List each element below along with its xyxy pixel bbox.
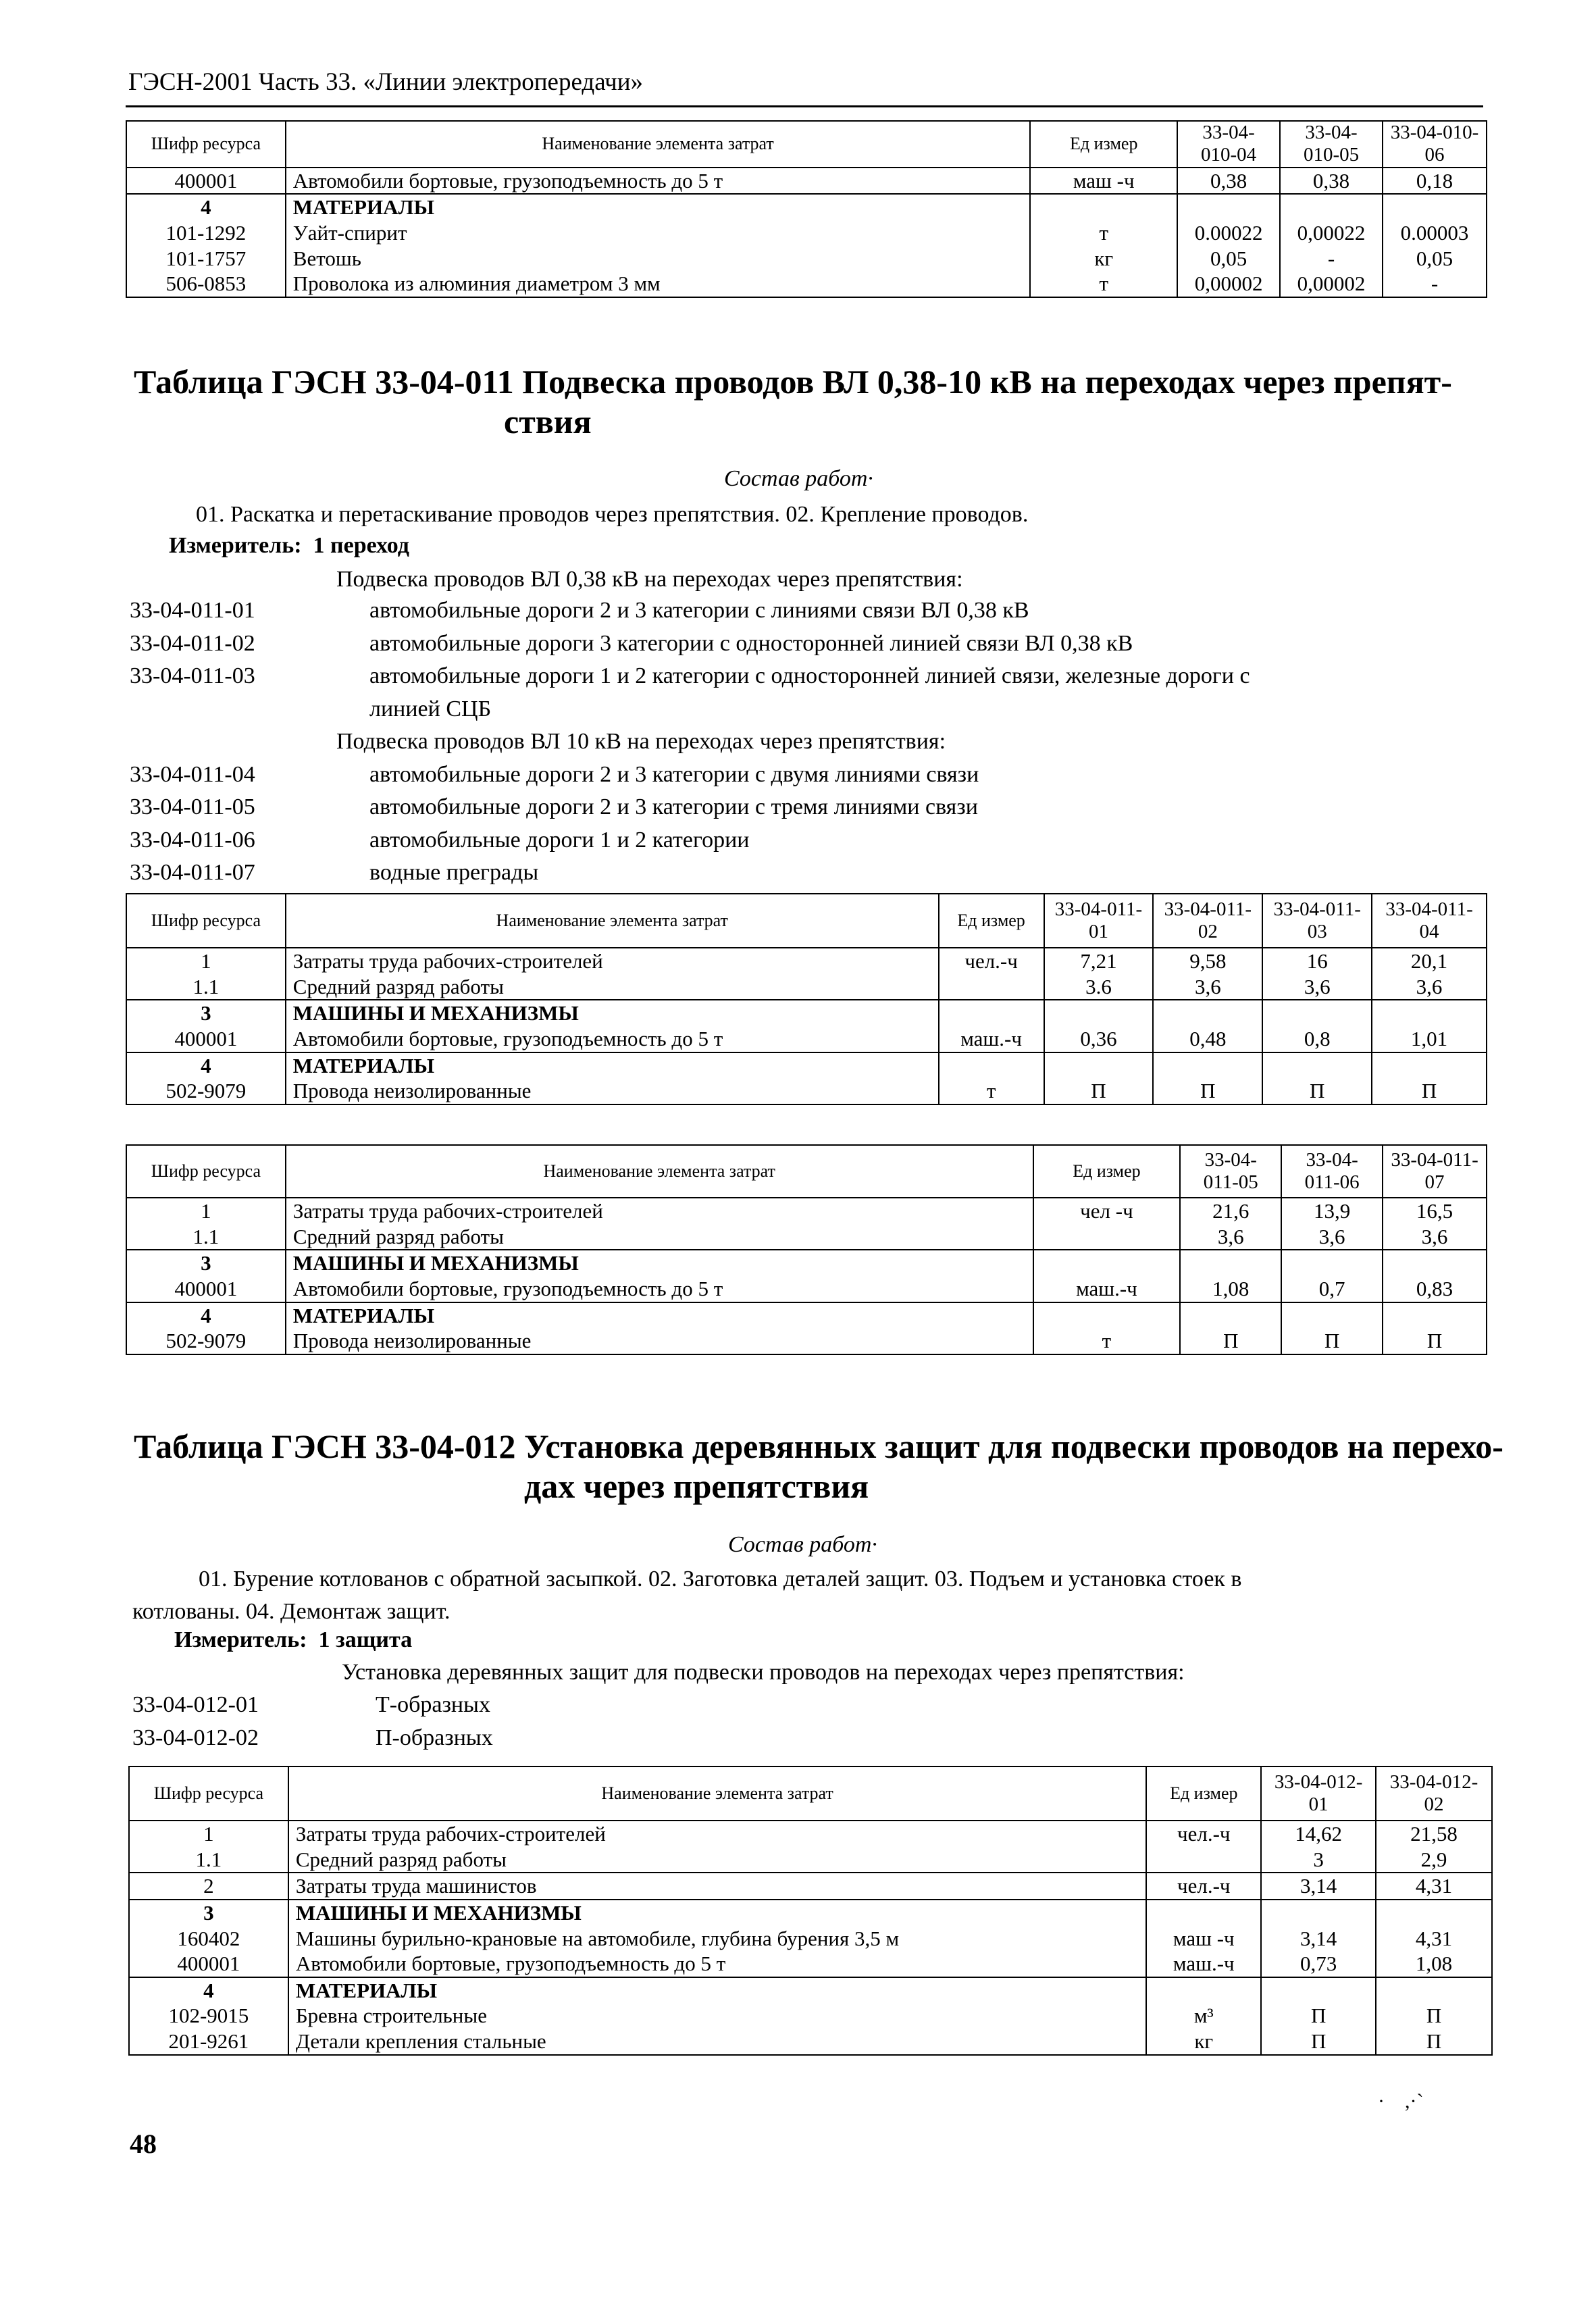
header-rule	[126, 105, 1483, 107]
table-cell: 0,48	[1153, 1026, 1262, 1052]
table-cell: 3,6	[1153, 974, 1262, 1000]
table-cell	[1153, 1052, 1262, 1079]
table-cell: МАТЕРИАЛЫ	[286, 1302, 1033, 1329]
table-cell	[1383, 1302, 1487, 1329]
col-header: Ед измер	[939, 894, 1044, 948]
table-cell: 0,00002	[1280, 271, 1383, 297]
table-row	[129, 1847, 1492, 1873]
section-title: Таблица ГЭСН 33-04-011 Подвеска проводов ВЛ 0,38-10 кВ на переходах через препят- ствия	[134, 363, 1452, 440]
col-header: 33-04-011-01	[1044, 894, 1154, 948]
col-header: 33-04-011-03	[1262, 894, 1372, 948]
table-cell: -	[1383, 271, 1487, 297]
table-cell: Уайт-спирит	[286, 220, 1031, 246]
table-cell	[1281, 1302, 1383, 1329]
table-cell: чел.-ч	[939, 948, 1044, 974]
table-cell: 0,38	[1280, 168, 1383, 195]
table-cell: МАТЕРИАЛЫ	[288, 1977, 1147, 2004]
table-row	[129, 1873, 1492, 1900]
table-row	[126, 168, 1487, 195]
table-cell: т	[1033, 1328, 1181, 1354]
col-header: 33-04-011-06	[1281, 1145, 1383, 1198]
col-header: Шифр ресурса	[126, 1145, 286, 1198]
table-cell: 400001	[126, 1026, 286, 1052]
col-header: 33-04-012-02	[1376, 1766, 1492, 1821]
table-cell	[1180, 1250, 1281, 1276]
running-header: ГЭСН-2001 Часть 33. «Линии электропередачи»	[128, 68, 644, 96]
table-cell: Затраты труда рабочих-строителей	[286, 948, 939, 974]
composition-text: 01. Бурение котлованов с обратной засыпкой. 02. Заготовка деталей защит. 03. Подъем и установка стоек в котлованы. 04. Демонтаж защит.	[132, 1567, 1242, 1624]
group-heading: Подвеска проводов ВЛ 0,38 кВ на переходах через препятствия:	[336, 567, 963, 592]
table-cell: 506-0853	[126, 271, 286, 297]
list-item: 33-04-011-06 автомобильные дороги 1 и 2 категории	[130, 827, 750, 853]
table-cell: П	[1383, 1328, 1487, 1354]
table-cell	[1383, 194, 1487, 220]
col-header: 33-04-011-07	[1383, 1145, 1487, 1198]
table-cell: Машины бурильно-крановые на автомобиле, глубина бурения 3,5 м	[288, 1926, 1147, 1952]
table-row	[126, 1198, 1487, 1224]
table-cell	[939, 1000, 1044, 1026]
table-cell: 13,9	[1281, 1198, 1383, 1224]
table-cell	[1033, 1250, 1181, 1276]
table-cell	[1261, 1977, 1376, 2004]
table-cell: 1,08	[1376, 1951, 1492, 1977]
table-cell: 3.6	[1044, 974, 1154, 1000]
table-cell: 1,01	[1372, 1026, 1487, 1052]
table-cell: 3,6	[1262, 974, 1372, 1000]
table-cell: 0.00003	[1383, 220, 1487, 246]
table-cell: 1	[126, 1198, 286, 1224]
table-cell: Проволока из алюминия диаметром 3 мм	[286, 271, 1031, 297]
col-header: 33-04-010-05	[1280, 121, 1383, 168]
item-list	[130, 594, 1501, 890]
table-cell: кг	[1146, 2029, 1261, 2055]
composition-text: 01. Раскатка и перетаскивание проводов через препятствия. 02. Крепление проводов.	[196, 502, 1029, 527]
table-cell	[1146, 1977, 1261, 2004]
table-row	[126, 1224, 1487, 1250]
table-cell: Затраты труда машинистов	[288, 1873, 1147, 1900]
table-cell	[1372, 1000, 1487, 1026]
list-item: 33-04-011-03 автомобильные дороги 1 и 2 категории с односторонней линией связи, железные дороги с	[130, 663, 1250, 688]
table-cell: Затраты труда рабочих-строителей	[286, 1198, 1033, 1224]
table-cell: 0,05	[1177, 246, 1280, 272]
table-cell: 0,05	[1383, 246, 1487, 272]
table-cell: т	[939, 1078, 1044, 1104]
table-cell: Средний разряд работы	[286, 1224, 1033, 1250]
table-row	[126, 1250, 1487, 1276]
table-cell: Затраты труда рабочих-строителей	[288, 1821, 1147, 1847]
table-cell: 20,1	[1372, 948, 1487, 974]
table-cell: П	[1262, 1078, 1372, 1104]
table-cell: Средний разряд работы	[286, 974, 939, 1000]
table-cell: 3	[126, 1000, 286, 1026]
table-cell: 0,18	[1383, 168, 1487, 195]
table-cell: 1	[129, 1821, 288, 1847]
table-cell: 16	[1262, 948, 1372, 974]
table-cell: 0,38	[1177, 168, 1280, 195]
col-header: Наименование элемента затрат	[288, 1766, 1147, 1821]
scan-specks: · ,·`	[1378, 2090, 1424, 2112]
col-header: Ед измер	[1030, 121, 1177, 168]
table-cell: МАТЕРИАЛЫ	[286, 194, 1031, 220]
table-row	[129, 2029, 1492, 2055]
col-header: Наименование элемента затрат	[286, 121, 1031, 168]
table-cell: 21,58	[1376, 1821, 1492, 1847]
table-33-04-010	[126, 120, 1487, 298]
table-cell: П	[1180, 1328, 1281, 1354]
table-cell: 0,00022	[1280, 220, 1383, 246]
col-header: 33-04-011-02	[1153, 894, 1262, 948]
table-cell: 3,6	[1372, 974, 1487, 1000]
page-number: 48	[130, 2129, 157, 2159]
table-row	[129, 1900, 1492, 1926]
group-heading: Установка деревянных защит для подвески проводов на переходах через препятствия:	[342, 1660, 1185, 1685]
list-item: 33-04-012-01 Т-образных	[132, 1692, 490, 1717]
table-cell: 4	[126, 1052, 286, 1079]
table-cell: П	[1153, 1078, 1262, 1104]
table-cell: 0.00022	[1177, 220, 1280, 246]
table-cell	[1383, 1250, 1487, 1276]
table-cell: Ветошь	[286, 246, 1031, 272]
table-cell: П	[1044, 1078, 1154, 1104]
col-header: Шифр ресурса	[126, 121, 286, 168]
table-cell: т	[1030, 271, 1177, 297]
table-cell: П	[1376, 2003, 1492, 2029]
table-cell: МАШИНЫ И МЕХАНИЗМЫ	[286, 1000, 939, 1026]
table-cell: 400001	[129, 1951, 288, 1977]
table-cell: 400001	[126, 1276, 286, 1302]
table-cell: 4,31	[1376, 1873, 1492, 1900]
table-cell: 3	[1261, 1847, 1376, 1873]
table-row	[129, 1951, 1492, 1977]
table-cell: Автомобили бортовые, грузоподъемность до 5 т	[286, 168, 1031, 195]
table-cell	[1033, 1224, 1181, 1250]
table-cell: 3,6	[1383, 1224, 1487, 1250]
table-cell: П	[1261, 2003, 1376, 2029]
table-cell: -	[1280, 246, 1383, 272]
col-header: 33-04-012-01	[1261, 1766, 1376, 1821]
table-cell: МАШИНЫ И МЕХАНИЗМЫ	[288, 1900, 1147, 1926]
table-row	[126, 194, 1487, 220]
table-cell: 502-9079	[126, 1328, 286, 1354]
table-cell: 3,14	[1261, 1926, 1376, 1952]
table-cell	[1033, 1302, 1181, 1329]
table-cell	[1376, 1900, 1492, 1926]
table-cell: чел.-ч	[1146, 1873, 1261, 1900]
table-cell: 0,8	[1262, 1026, 1372, 1052]
table-cell	[1044, 1052, 1154, 1079]
table-cell	[939, 1052, 1044, 1079]
composition-label: Состав работ·	[728, 1532, 877, 1557]
table-cell: 1.1	[129, 1847, 288, 1873]
col-header: Ед измер	[1146, 1766, 1261, 1821]
table-cell	[1261, 1900, 1376, 1926]
group-heading: Подвеска проводов ВЛ 10 кВ на переходах через препятствия:	[336, 729, 946, 754]
table-row	[129, 1821, 1492, 1847]
table-cell: 21,6	[1180, 1198, 1281, 1224]
list-item: 33-04-012-02 П-образных	[132, 1725, 493, 1750]
table-row	[129, 2003, 1492, 2029]
col-header: Наименование элемента затрат	[286, 1145, 1033, 1198]
table-row	[126, 948, 1487, 974]
table-cell	[1153, 1000, 1262, 1026]
list-item: 33-04-011-02 автомобильные дороги 3 категории с односторонней линией связи ВЛ 0,38 кВ	[130, 630, 1133, 656]
table-cell: П	[1372, 1078, 1487, 1104]
table-row	[126, 1052, 1487, 1079]
table-cell	[1262, 1052, 1372, 1079]
table-cell: МАТЕРИАЛЫ	[286, 1052, 939, 1079]
composition-label: Состав работ·	[724, 466, 873, 491]
table-cell: 3,6	[1180, 1224, 1281, 1250]
table-cell: 102-9015	[129, 2003, 288, 2029]
table-cell: 0,00002	[1177, 271, 1280, 297]
table-cell: 2	[129, 1873, 288, 1900]
table-cell	[1372, 1052, 1487, 1079]
list-item: 33-04-011-01 автомобильные дороги 2 и 3 категории с линиями связи ВЛ 0,38 кВ	[130, 598, 1029, 623]
table-row	[129, 1926, 1492, 1952]
table-cell: 101-1292	[126, 220, 286, 246]
table-cell: П	[1281, 1328, 1383, 1354]
col-header: Шифр ресурса	[129, 1766, 288, 1821]
col-header: 33-04-011-04	[1372, 894, 1487, 948]
table-cell: 1.1	[126, 1224, 286, 1250]
table-cell: 14,62	[1261, 1821, 1376, 1847]
table-row	[126, 220, 1487, 246]
table-cell: 3,6	[1281, 1224, 1383, 1250]
table-cell: 0,7	[1281, 1276, 1383, 1302]
table-row	[126, 1000, 1487, 1026]
table-cell: 1,08	[1180, 1276, 1281, 1302]
table-cell	[1180, 1302, 1281, 1329]
table-row	[126, 1328, 1487, 1354]
table-cell: 4	[126, 194, 286, 220]
col-header: 33-04-010-04	[1177, 121, 1280, 168]
table-cell: чел.-ч	[1146, 1821, 1261, 1847]
table-cell: 0,73	[1261, 1951, 1376, 1977]
table-cell: 0,83	[1383, 1276, 1487, 1302]
table-cell: Провода неизолированные	[286, 1078, 939, 1104]
table-cell: Автомобили бортовые, грузоподъемность до 5 т	[286, 1276, 1033, 1302]
table-cell	[1030, 194, 1177, 220]
table-cell: Автомобили бортовые, грузоподъемность до 5 т	[288, 1951, 1147, 1977]
list-item-cont: линией СЦБ	[369, 696, 492, 721]
table-cell: 4	[129, 1977, 288, 2004]
table-cell: 16,5	[1383, 1198, 1487, 1224]
table-cell: 101-1757	[126, 246, 286, 272]
table-cell: маш.-ч	[1146, 1951, 1261, 1977]
meter: Измеритель: 1 переход	[169, 533, 409, 558]
table-cell: 400001	[126, 168, 286, 195]
table-cell: маш -ч	[1146, 1926, 1261, 1952]
table-cell	[1177, 194, 1280, 220]
table-cell: Детали крепления стальные	[288, 2029, 1147, 2055]
col-header: 33-04-010-06	[1383, 121, 1487, 168]
col-header: Наименование элемента затрат	[286, 894, 939, 948]
table-cell: Бревна строительные	[288, 2003, 1147, 2029]
table-row	[126, 1302, 1487, 1329]
table-cell: маш.-ч	[1033, 1276, 1181, 1302]
table-row	[129, 1977, 1492, 2004]
table-cell: маш -ч	[1030, 168, 1177, 195]
table-row	[126, 246, 1487, 272]
table-33-04-011-a	[126, 893, 1487, 1105]
col-header: Шифр ресурса	[126, 894, 286, 948]
table-cell: 2,9	[1376, 1847, 1492, 1873]
table-cell	[1262, 1000, 1372, 1026]
col-header: 33-04-011-05	[1180, 1145, 1281, 1198]
list-item: 33-04-011-04 автомобильные дороги 2 и 3 категории с двумя линиями связи	[130, 761, 979, 787]
table-row	[126, 974, 1487, 1000]
table-cell: 4,31	[1376, 1926, 1492, 1952]
table-cell: 1	[126, 948, 286, 974]
table-cell	[1146, 1900, 1261, 1926]
table-cell: МАШИНЫ И МЕХАНИЗМЫ	[286, 1250, 1033, 1276]
table-cell	[1044, 1000, 1154, 1026]
table-row	[126, 1026, 1487, 1052]
table-cell: 201-9261	[129, 2029, 288, 2055]
table-cell: кг	[1030, 246, 1177, 272]
table-cell	[1280, 194, 1383, 220]
table-cell	[939, 974, 1044, 1000]
section-title: Таблица ГЭСН 33-04-012 Установка деревянных защит для подвески проводов на перехо- дах через препятствия	[134, 1427, 1503, 1505]
table-cell: 3,14	[1261, 1873, 1376, 1900]
table-cell	[1281, 1250, 1383, 1276]
table-cell	[1376, 1977, 1492, 2004]
col-header: Ед измер	[1033, 1145, 1181, 1198]
table-row	[126, 1276, 1487, 1302]
table-33-04-011-b	[126, 1144, 1487, 1355]
table-cell: 9,58	[1153, 948, 1262, 974]
table-cell: м³	[1146, 2003, 1261, 2029]
table-row	[126, 1078, 1487, 1104]
table-cell: 3	[129, 1900, 288, 1926]
table-cell: т	[1030, 220, 1177, 246]
table-cell: П	[1261, 2029, 1376, 2055]
table-cell: 502-9079	[126, 1078, 286, 1104]
table-cell: Автомобили бортовые, грузоподъемность до 5 т	[286, 1026, 939, 1052]
table-cell: маш.-ч	[939, 1026, 1044, 1052]
table-cell: чел -ч	[1033, 1198, 1181, 1224]
table-33-04-012	[128, 1766, 1493, 2056]
item-list	[132, 1689, 493, 1754]
table-cell: П	[1376, 2029, 1492, 2055]
table-cell: Провода неизолированные	[286, 1328, 1033, 1354]
table-cell: 0,36	[1044, 1026, 1154, 1052]
list-item: 33-04-011-05 автомобильные дороги 2 и 3 категории с тремя линиями связи	[130, 794, 978, 819]
list-item: 33-04-011-07 водные преграды	[130, 860, 539, 885]
table-cell: 1.1	[126, 974, 286, 1000]
table-cell	[1146, 1847, 1261, 1873]
table-cell: 4	[126, 1302, 286, 1329]
table-cell: 3	[126, 1250, 286, 1276]
table-cell: 160402	[129, 1926, 288, 1952]
table-cell: Средний разряд работы	[288, 1847, 1147, 1873]
meter: Измеритель: 1 защита	[174, 1627, 413, 1652]
table-row	[126, 271, 1487, 297]
table-cell: 7,21	[1044, 948, 1154, 974]
